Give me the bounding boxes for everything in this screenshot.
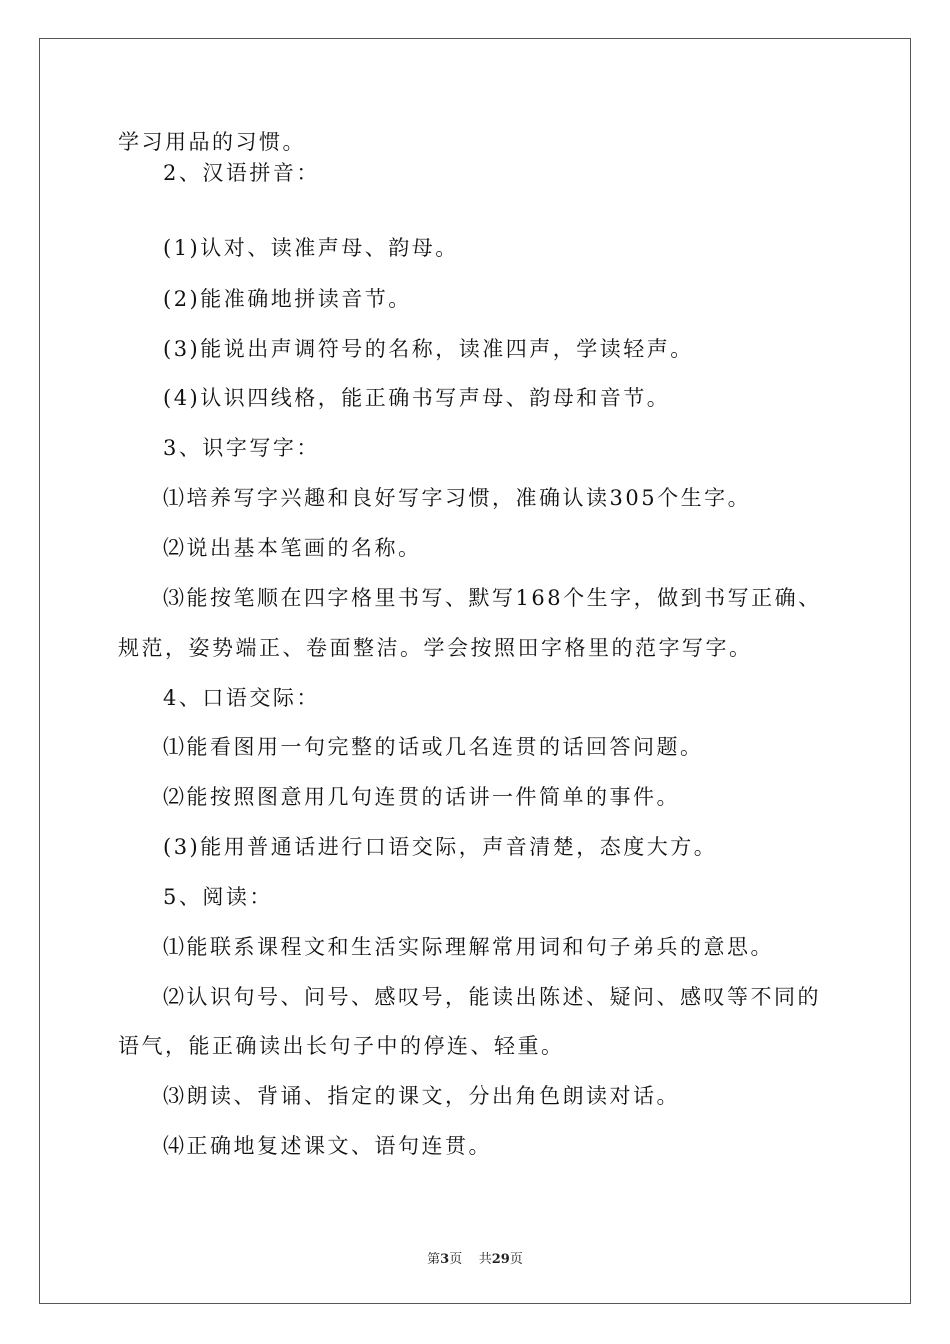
list-item-continuation: 语气，能正确读出长句子中的停连、轻重。	[118, 1034, 565, 1058]
list-item: ⑴能看图用一句完整的话或几名连贯的话回答问题。	[163, 735, 704, 759]
list-item: ⑵认识句号、问号、感叹号，能读出陈述、疑问、感叹等不同的	[163, 985, 821, 1009]
current-page-number: 3	[440, 1252, 450, 1267]
list-item: (1)认对、读准声母、韵母。	[163, 236, 459, 260]
section-heading: 4、口语交际：	[163, 686, 320, 710]
list-item: ⑴能联系课程文和生活实际理解常用词和句子弟兵的意思。	[163, 935, 774, 959]
total-page-count: 29	[491, 1252, 510, 1267]
page-number-prefix: 第	[427, 1252, 441, 1267]
list-item: ⑴培养写字兴趣和良好写字习惯，准确认读305个生字。	[163, 486, 752, 510]
section-heading: 2、汉语拼音：	[163, 161, 320, 185]
list-item: ⑷正确地复述课文、语句连贯。	[163, 1134, 492, 1158]
page-number-unit: 页	[449, 1252, 463, 1267]
list-item: (4)认识四线格，能正确书写声母、韵母和音节。	[163, 386, 671, 410]
total-pages-prefix: 共	[478, 1252, 492, 1267]
list-item-continuation: 规范，姿势端正、卷面整洁。学会按照田字格里的范字写字。	[118, 636, 753, 660]
list-item: (2)能准确地拼读音节。	[163, 287, 412, 311]
list-item: (3)能说出声调符号的名称，读准四声，学读轻声。	[163, 337, 694, 361]
page-footer	[0, 1248, 950, 1267]
section-heading: 3、识字写字：	[163, 436, 320, 460]
list-item: ⑵能按照图意用几句连贯的话讲一件简单的事件。	[163, 785, 680, 809]
list-item: ⑶朗读、背诵、指定的课文，分出角色朗读对话。	[163, 1084, 680, 1108]
paragraph-line: 学习用品的习惯。	[118, 130, 306, 154]
list-item: ⑶能按笔顺在四字格里书写、默写168个生字，做到书写正确、	[163, 586, 822, 610]
section-heading: 5、阅读：	[163, 885, 273, 909]
list-item: ⑵说出基本笔画的名称。	[163, 536, 422, 560]
total-pages-unit: 页	[509, 1252, 523, 1267]
list-item: (3)能用普通话进行口语交际，声音清楚，态度大方。	[163, 835, 718, 859]
page-border	[39, 38, 911, 1304]
